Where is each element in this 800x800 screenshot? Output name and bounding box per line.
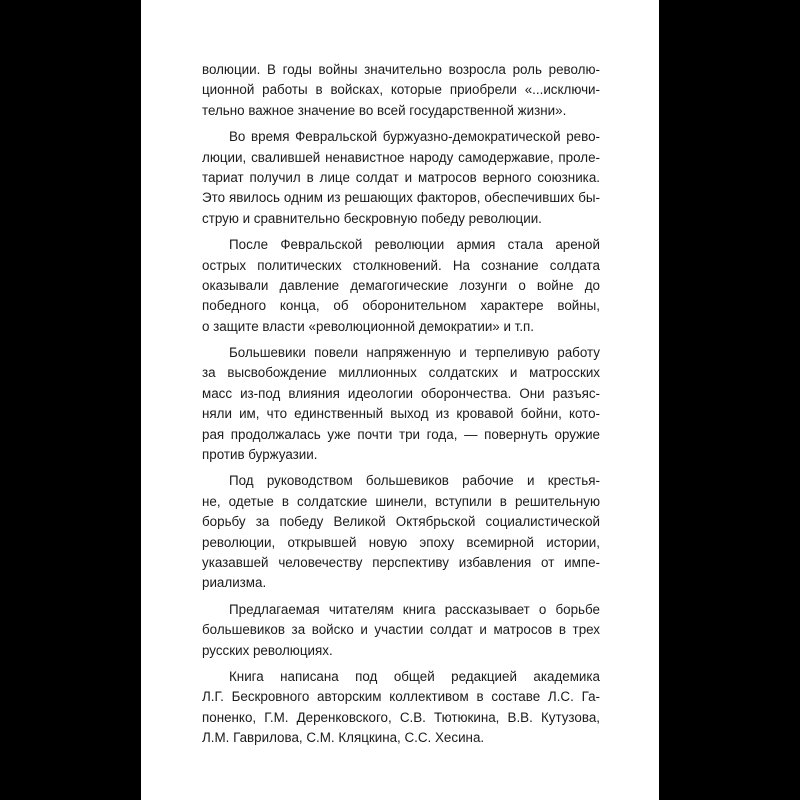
text-line: революции, открывшей новую эпоху всемирной истории, bbox=[202, 534, 600, 550]
text-line: Это явилось одним из решающих факторов, обеспечивших бы- bbox=[202, 190, 600, 206]
text-line: борьбу за победу Великой Октябрьской социалистической bbox=[202, 514, 600, 530]
text-line: против буржуазии. bbox=[202, 447, 318, 463]
text-line: тельно важное значение во всей государственной жизни». bbox=[202, 102, 567, 118]
text-line: ционной работы в войсках, которые приобрели «...исключи- bbox=[202, 82, 600, 98]
text-line: большевиков за войско и участии солдат и матросов в трех bbox=[202, 622, 600, 638]
text-line: тариат получил в лице солдат и матросов верного союзника. bbox=[202, 169, 600, 185]
paragraph bbox=[202, 600, 600, 661]
text-line: о защите власти «революционной демократии» и т.п. bbox=[202, 318, 535, 334]
paragraph bbox=[202, 471, 600, 593]
text-line: няли им, что единственный выход из кровавой бойни, кото- bbox=[202, 406, 600, 422]
text-line: поненко, Г.М. Деренковского, С.В. Тютюкина, В.В. Кутузова, bbox=[202, 709, 600, 725]
text-line: рая продолжалась уже почти три года, — повернуть оружие bbox=[202, 426, 600, 442]
text-line: риализма. bbox=[202, 575, 267, 591]
text-line: Книга написана под общей редакцией академика bbox=[229, 668, 600, 684]
paragraph bbox=[202, 667, 600, 749]
text-line: за высвобождение миллионных солдатских и матросских bbox=[202, 365, 600, 381]
book-page bbox=[141, 0, 659, 800]
text-line: указавшей человечеству перспективу избавления от импе- bbox=[202, 554, 600, 570]
text-line: После Февральской революции армия стала ареной bbox=[229, 237, 600, 253]
page-text bbox=[202, 60, 600, 749]
text-line: Во время Февральской буржуазно-демократической рево- bbox=[229, 129, 600, 145]
text-line: оказывали давление демагогические лозунги о войне до bbox=[202, 277, 600, 293]
text-line: Большевики повели напряженную и терпеливую работу bbox=[229, 345, 600, 361]
text-line: масс из-под влияния идеологии оборончества. Они разъяс- bbox=[202, 385, 600, 401]
text-line: Л.М. Гаврилова, С.М. Кляцкина, С.С. Хесина. bbox=[202, 730, 485, 746]
text-line: не, одетые в солдатские шинели, вступили в решительную bbox=[202, 493, 600, 509]
paragraph bbox=[202, 235, 600, 337]
text-line: победного конца, об оборонительном характере войны, bbox=[202, 298, 600, 314]
text-line: волюции. В годы войны значительно возросла роль револю- bbox=[202, 62, 600, 77]
text-line: люции, свалившей ненавистное народу самодержавие, проле- bbox=[202, 149, 600, 165]
paragraph bbox=[202, 60, 600, 121]
text-line: Предлагаемая читателям книга рассказывает о борьбе bbox=[229, 601, 600, 617]
text-line: Под руководством большевиков рабочие и крестья- bbox=[229, 473, 600, 489]
paragraph bbox=[202, 343, 600, 465]
text-line: Л.Г. Бескровного авторским коллективом в составе Л.С. Га- bbox=[202, 689, 600, 705]
paragraph bbox=[202, 127, 600, 229]
text-line: струю и сравнительно бескровную победу революции. bbox=[202, 210, 542, 226]
text-line: острых политических столкновений. На сознание солдата bbox=[202, 257, 600, 273]
text-line: русских революциях. bbox=[202, 642, 333, 658]
